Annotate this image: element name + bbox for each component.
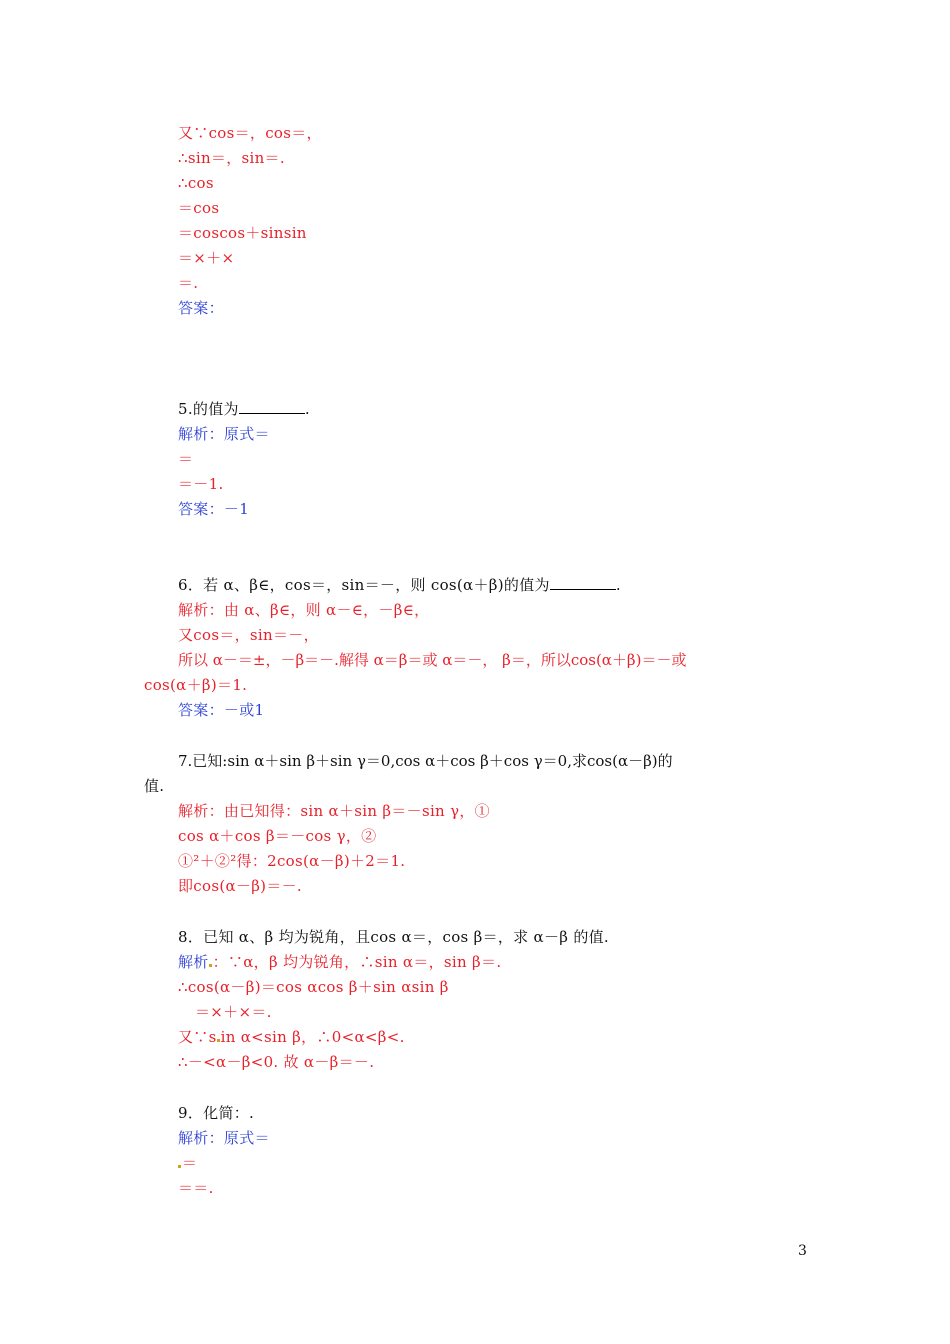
solution-line: cos α＋cos β＝－cos γ，② [178, 827, 377, 845]
question-period: . [304, 400, 310, 418]
answer-blank [239, 399, 305, 414]
stray-mark [178, 1165, 181, 1168]
page-number: 3 [798, 1243, 807, 1259]
solution-line: ＝－1. [178, 475, 224, 493]
solution-line [178, 1027, 405, 1047]
solution-line: ∴cos [178, 174, 214, 192]
solution-line: ＝＝. [178, 1179, 214, 1197]
solution-line: ∴－<α－β<0. 故 α－β＝－. [178, 1053, 375, 1071]
solution-label-text: 解析 [178, 953, 209, 971]
solution-line: 又∵cos＝，cos＝， [178, 124, 322, 142]
solution-label: 解析：由已知得：sin α＋sin β＝－sin γ，① [178, 802, 490, 820]
solution-label [178, 952, 501, 972]
solution-label: 解析：原式＝ [178, 425, 270, 443]
solution-line: ＝×＋× [178, 249, 235, 267]
solution-line: 又cos＝，sin＝－， [178, 626, 319, 644]
question-6 [178, 575, 621, 595]
solution-line: ∴sin＝，sin＝. [178, 149, 285, 167]
answer-blank [550, 575, 616, 590]
solution-label: 解析：由 α、β∈，则 α－∈，－β∈， [178, 601, 430, 619]
solution-line: ＝. [178, 274, 199, 292]
solution-line: ＝×＋×＝. [195, 1003, 272, 1021]
solution-text: ：∵α，β 均为锐角，∴sin α＝，sin β＝. [212, 953, 502, 971]
question-period: . [615, 576, 621, 594]
solution-line [178, 1153, 197, 1173]
solution-line: cos(α＋β)＝1. [144, 676, 248, 694]
solution-line: ＝coscos＋sinsin [178, 224, 307, 242]
answer-label: 答案： [178, 299, 224, 317]
solution-label: 解析：原式＝ [178, 1129, 270, 1147]
answer-label: 答案：－1 [178, 500, 250, 518]
solution-line: 即cos(α－β)＝－. [178, 877, 303, 895]
question-5 [178, 399, 310, 419]
solution-text: 又∵s [178, 1028, 217, 1046]
solution-line: ∴cos(α－β)＝cos αcos β＋sin αsin β [178, 978, 449, 996]
question-text: 5.的值为 [178, 400, 239, 418]
question-7-continued: 值. [144, 777, 165, 795]
solution-line: ＝ [178, 450, 194, 468]
question-7: 7.已知:sin α＋sin β＋sin γ＝0,cos α＋cos β＋cos γ＝0,求cos(α－β)的 [178, 752, 673, 770]
question-9: 9．化简：. [178, 1104, 255, 1122]
question-8: 8．已知 α、β 均为锐角，且cos α＝，cos β＝，求 α－β 的值. [178, 928, 609, 946]
stray-mark [209, 964, 212, 967]
question-text: 6．若 α、β∈，cos＝，sin＝－，则 cos(α＋β)的值为 [178, 576, 550, 594]
solution-line: 所以 α－＝±，－β＝－.解得 α＝β＝或 α＝－， β＝，所以cos(α＋β)＝－或 [178, 651, 687, 669]
stray-mark [217, 1039, 220, 1042]
solution-text: ＝ [182, 1154, 198, 1172]
solution-line: ①²＋②²得：2cos(α－β)＋2＝1. [178, 852, 406, 870]
solution-text: in α<sin β，∴0<α<β<. [220, 1028, 405, 1046]
answer-label: 答案：－或1 [178, 701, 265, 719]
solution-line: ＝cos [178, 199, 220, 217]
